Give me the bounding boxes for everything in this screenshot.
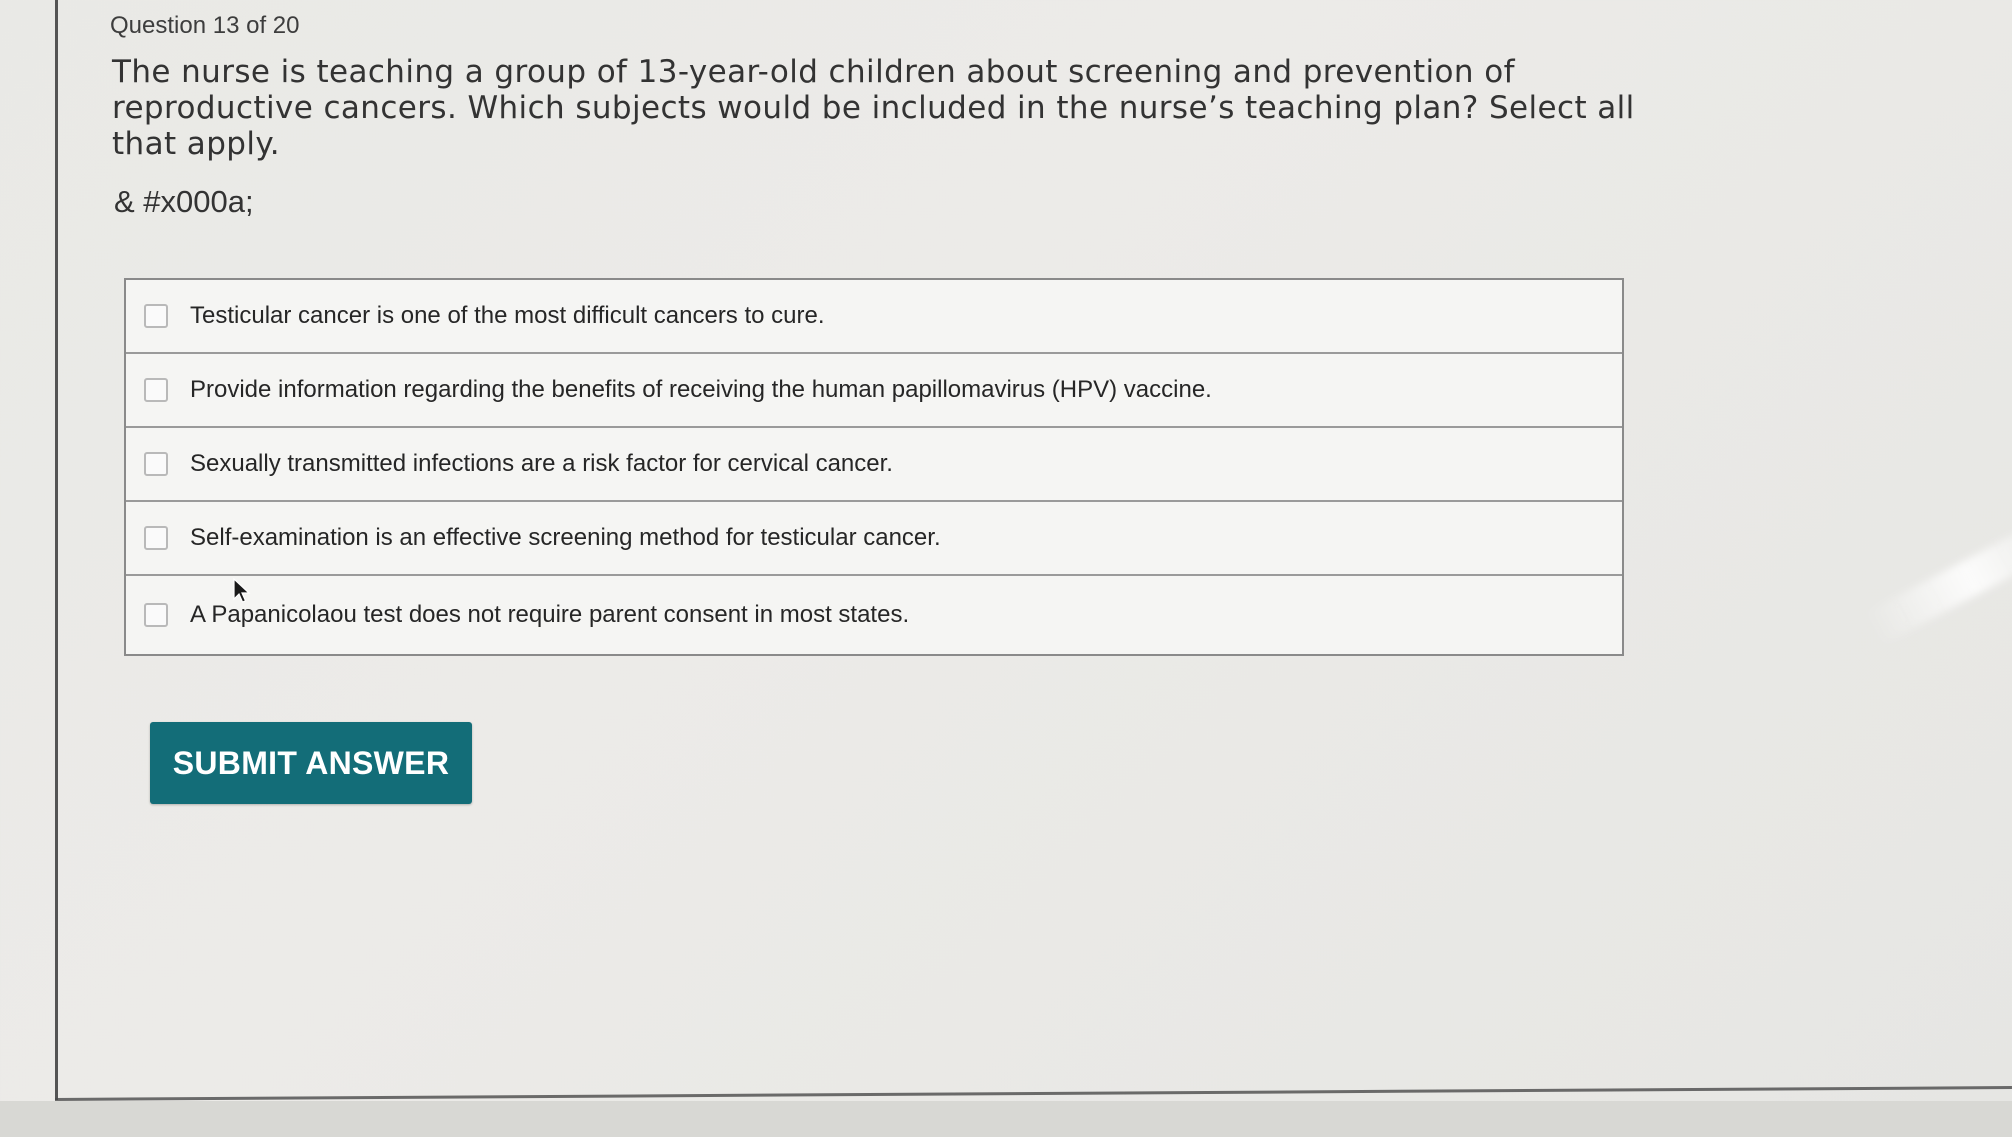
option-3[interactable] bbox=[126, 428, 1622, 502]
option-1[interactable] bbox=[126, 280, 1622, 354]
option-4[interactable] bbox=[126, 502, 1622, 576]
option-5[interactable] bbox=[126, 576, 1622, 654]
checkbox-icon[interactable] bbox=[144, 452, 168, 476]
question-panel bbox=[110, 12, 1670, 656]
checkbox-icon[interactable] bbox=[144, 603, 168, 627]
checkbox-icon[interactable] bbox=[144, 378, 168, 402]
option-label: Testicular cancer is one of the most difficult cancers to cure. bbox=[190, 302, 825, 329]
screen-frame-bottom bbox=[55, 1086, 2012, 1101]
option-label: Self-examination is an effective screening method for testicular cancer. bbox=[190, 524, 941, 551]
option-label: Sexually transmitted infections are a risk factor for cervical cancer. bbox=[190, 450, 893, 477]
answer-options-list bbox=[124, 278, 1624, 656]
checkbox-icon[interactable] bbox=[144, 526, 168, 550]
checkbox-icon[interactable] bbox=[144, 304, 168, 328]
question-artifact-text: & #x000a; bbox=[114, 184, 254, 219]
question-text: The nurse is teaching a group of 13-year-old children about screening and prevention of reproductive cancers. Which subjects would be included in the nurse’s teaching plan? Select all that apply. bbox=[112, 54, 1635, 162]
option-2[interactable] bbox=[126, 354, 1622, 428]
question-counter: Question 13 of 20 bbox=[110, 12, 300, 39]
submit-answer-button[interactable]: SUBMIT ANSWER bbox=[150, 722, 472, 804]
screen-glare bbox=[1864, 510, 2012, 645]
screen-frame-left bbox=[55, 0, 58, 1100]
option-label: A Papanicolaou test does not require parent consent in most states. bbox=[190, 601, 910, 628]
mouse-pointer-icon bbox=[232, 578, 252, 604]
option-label: Provide information regarding the benefits of receiving the human papillomavirus (HPV) vaccine. bbox=[190, 376, 1212, 403]
bezel-area bbox=[0, 1101, 2012, 1137]
